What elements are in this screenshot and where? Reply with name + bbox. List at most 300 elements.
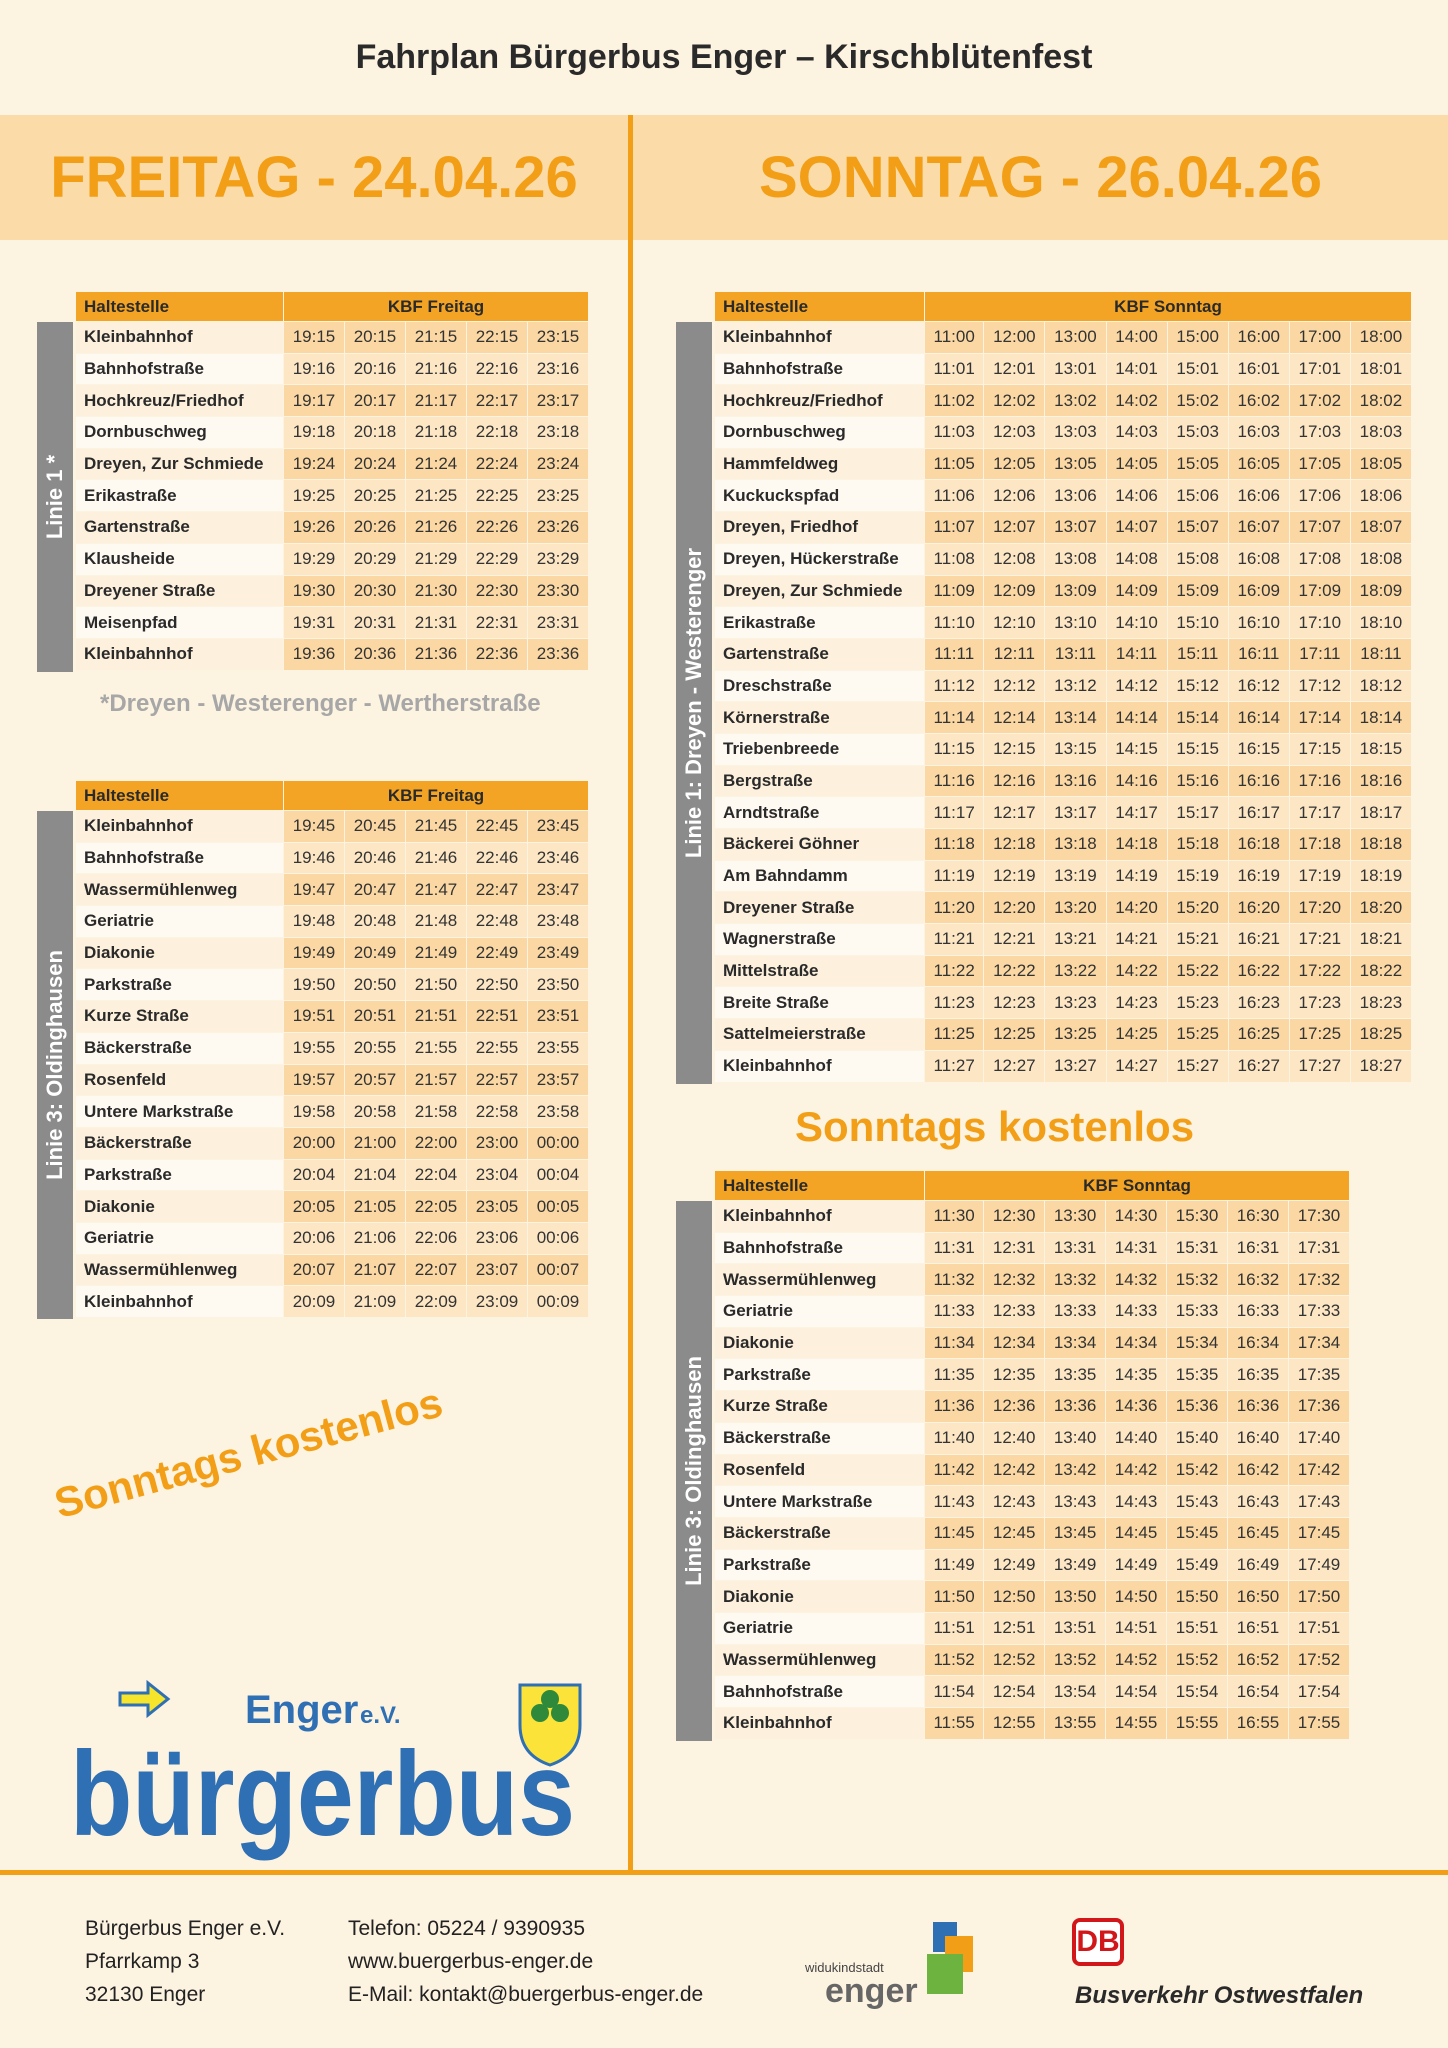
departure-time: 16:27 <box>1228 1050 1289 1082</box>
stop-name: Dreyen, Friedhof <box>715 512 925 544</box>
footer-contact <box>348 1912 703 2011</box>
departure-time: 18:25 <box>1350 1019 1411 1051</box>
table-row <box>76 811 589 843</box>
departure-time: 12:08 <box>984 543 1045 575</box>
stop-name: Dornbuschweg <box>76 417 284 449</box>
departure-time: 12:05 <box>984 448 1045 480</box>
departure-time: 19:50 <box>284 969 345 1001</box>
table-row <box>715 1391 1350 1423</box>
departure-time: 15:15 <box>1167 733 1228 765</box>
departure-time: 21:07 <box>345 1254 406 1286</box>
departure-time: 14:45 <box>1106 1517 1167 1549</box>
table-row <box>76 906 589 938</box>
departure-time: 17:49 <box>1288 1549 1349 1581</box>
departure-time: 00:05 <box>528 1191 589 1223</box>
stop-name: Gartenstraße <box>76 512 284 544</box>
departure-time: 14:06 <box>1106 480 1167 512</box>
departure-time: 13:11 <box>1045 638 1106 670</box>
departure-time: 11:54 <box>925 1676 984 1708</box>
departure-time: 16:00 <box>1228 322 1289 354</box>
header-haltestelle: Haltestelle <box>715 292 925 322</box>
departure-time: 14:16 <box>1106 765 1167 797</box>
departure-time: 17:16 <box>1289 765 1350 797</box>
departure-time: 13:51 <box>1045 1612 1106 1644</box>
stop-name: Geriatrie <box>76 1222 284 1254</box>
departure-time: 21:57 <box>406 1064 467 1096</box>
departure-time: 13:30 <box>1045 1201 1106 1233</box>
departure-time: 21:17 <box>406 385 467 417</box>
departure-time: 12:55 <box>984 1708 1045 1740</box>
departure-time: 23:49 <box>528 937 589 969</box>
departure-time: 12:51 <box>984 1612 1045 1644</box>
departure-time: 19:30 <box>284 575 345 607</box>
departure-time: 17:11 <box>1289 638 1350 670</box>
table-row <box>715 955 1412 987</box>
table-row <box>76 1254 589 1286</box>
table-row <box>76 322 589 354</box>
table-row <box>715 1486 1350 1518</box>
departure-time: 15:45 <box>1167 1517 1228 1549</box>
departure-time: 16:32 <box>1228 1264 1289 1296</box>
departure-time: 17:22 <box>1289 955 1350 987</box>
departure-time: 14:27 <box>1106 1050 1167 1082</box>
departure-time: 12:21 <box>984 924 1045 956</box>
departure-time: 12:15 <box>984 733 1045 765</box>
departure-time: 11:09 <box>925 575 984 607</box>
departure-time: 20:29 <box>345 543 406 575</box>
departure-time: 20:24 <box>345 448 406 480</box>
departure-time: 16:18 <box>1228 829 1289 861</box>
departure-time: 19:58 <box>284 1096 345 1128</box>
departure-time: 14:20 <box>1106 892 1167 924</box>
departure-time: 15:43 <box>1167 1486 1228 1518</box>
departure-time: 15:12 <box>1167 670 1228 702</box>
departure-time: 22:45 <box>467 811 528 843</box>
stop-name: Hammfeldweg <box>715 448 925 480</box>
logo-enger-text: Enger <box>245 1688 359 1732</box>
table-row <box>715 448 1412 480</box>
departure-time: 18:08 <box>1350 543 1411 575</box>
departure-time: 11:00 <box>925 322 984 354</box>
departure-time: 17:43 <box>1288 1486 1349 1518</box>
line-label-friday-3: Linie 3: Oldinghausen <box>37 811 73 1319</box>
departure-time: 18:03 <box>1350 417 1411 449</box>
departure-time: 13:33 <box>1045 1296 1106 1328</box>
table-row <box>715 1019 1412 1051</box>
departure-time: 15:36 <box>1167 1391 1228 1423</box>
departure-time: 11:35 <box>925 1359 984 1391</box>
table-row <box>76 874 589 906</box>
departure-time: 21:45 <box>406 811 467 843</box>
departure-time: 15:50 <box>1167 1581 1228 1613</box>
footer-web[interactable]: www.buergerbus-enger.de <box>348 1950 594 1973</box>
departure-time: 23:47 <box>528 874 589 906</box>
departure-time: 12:11 <box>984 638 1045 670</box>
departure-time: 15:32 <box>1167 1264 1228 1296</box>
table-row <box>76 512 589 544</box>
stop-name: Rosenfeld <box>76 1064 284 1096</box>
departure-time: 13:49 <box>1045 1549 1106 1581</box>
departure-time: 22:24 <box>467 448 528 480</box>
departure-time: 12:07 <box>984 512 1045 544</box>
departure-time: 00:04 <box>528 1159 589 1191</box>
table-row <box>76 385 589 417</box>
table-row <box>715 353 1412 385</box>
stop-name: Parkstraße <box>715 1549 925 1581</box>
table-row <box>76 1096 589 1128</box>
stop-name: Diakonie <box>76 937 284 969</box>
departure-time: 13:07 <box>1045 512 1106 544</box>
departure-time: 15:08 <box>1167 543 1228 575</box>
departure-time: 21:46 <box>406 842 467 874</box>
departure-time: 16:14 <box>1228 702 1289 734</box>
footer-street: Pfarrkamp 3 <box>85 1950 200 1973</box>
departure-time: 23:15 <box>528 322 589 354</box>
stop-name: Arndtstraße <box>715 797 925 829</box>
departure-time: 15:02 <box>1167 385 1228 417</box>
departure-time: 17:00 <box>1289 322 1350 354</box>
table-row <box>715 1581 1350 1613</box>
stop-name: Parkstraße <box>76 969 284 1001</box>
departure-time: 17:42 <box>1288 1454 1349 1486</box>
stop-name: Klausheide <box>76 543 284 575</box>
stop-name: Bäckerstraße <box>76 1032 284 1064</box>
stop-name: Parkstraße <box>715 1359 925 1391</box>
departure-time: 20:57 <box>345 1064 406 1096</box>
free-sunday-text: Sonntags kostenlos <box>795 1103 1195 1150</box>
footer-email[interactable]: E-Mail: kontakt@buergerbus-enger.de <box>348 1983 704 2006</box>
departure-time: 15:17 <box>1167 797 1228 829</box>
departure-time: 19:36 <box>284 638 345 670</box>
departure-time: 14:00 <box>1106 322 1167 354</box>
departure-time: 21:48 <box>406 906 467 938</box>
departure-time: 16:23 <box>1228 987 1289 1019</box>
table-row <box>76 969 589 1001</box>
departure-time: 17:21 <box>1289 924 1350 956</box>
departure-time: 11:17 <box>925 797 984 829</box>
departure-time: 19:45 <box>284 811 345 843</box>
departure-time: 11:36 <box>925 1391 984 1423</box>
departure-time: 16:16 <box>1228 765 1289 797</box>
departure-time: 17:02 <box>1289 385 1350 417</box>
footer-divider <box>0 1870 1448 1875</box>
departure-time: 11:31 <box>925 1232 984 1264</box>
departure-time: 13:36 <box>1045 1391 1106 1423</box>
departure-time: 14:33 <box>1106 1296 1167 1328</box>
departure-time: 17:06 <box>1289 480 1350 512</box>
departure-time: 11:55 <box>925 1708 984 1740</box>
departure-time: 14:18 <box>1106 829 1167 861</box>
departure-time: 13:18 <box>1045 829 1106 861</box>
departure-time: 16:17 <box>1228 797 1289 829</box>
departure-time: 20:18 <box>345 417 406 449</box>
table-row <box>715 512 1412 544</box>
departure-time: 15:42 <box>1167 1454 1228 1486</box>
departure-time: 16:19 <box>1228 860 1289 892</box>
departure-time: 16:11 <box>1228 638 1289 670</box>
departure-time: 23:24 <box>528 448 589 480</box>
departure-time: 16:52 <box>1228 1644 1289 1676</box>
header-kbf: KBF Freitag <box>284 292 589 322</box>
departure-time: 17:54 <box>1288 1676 1349 1708</box>
free-sunday-text-rotated: Sonntags kostenlos <box>49 1378 448 1528</box>
departure-time: 18:27 <box>1350 1050 1411 1082</box>
page-title: Fahrplan Bürgerbus Enger – Kirschblütenfest <box>355 38 1093 76</box>
table-row <box>715 1644 1350 1676</box>
departure-time: 13:16 <box>1045 765 1106 797</box>
day-heading-sunday: SONNTAG - 26.04.26 <box>758 145 1322 210</box>
stop-name: Dreyen, Hückerstraße <box>715 543 925 575</box>
departure-time: 12:45 <box>984 1517 1045 1549</box>
departure-time: 15:18 <box>1167 829 1228 861</box>
departure-time: 19:24 <box>284 448 345 480</box>
departure-time: 13:09 <box>1045 575 1106 607</box>
departure-time: 12:20 <box>984 892 1045 924</box>
footer-org: Bürgerbus Enger e.V. <box>85 1917 286 1940</box>
departure-time: 11:01 <box>925 353 984 385</box>
departure-time: 11:27 <box>925 1050 984 1082</box>
departure-time: 22:05 <box>406 1191 467 1223</box>
stop-name: Kleinbahnhof <box>76 1286 284 1318</box>
departure-time: 22:07 <box>406 1254 467 1286</box>
departure-time: 12:52 <box>984 1644 1045 1676</box>
departure-time: 23:46 <box>528 842 589 874</box>
departure-time: 20:04 <box>284 1159 345 1191</box>
timetable-friday-line1 <box>75 291 589 671</box>
departure-time: 16:08 <box>1228 543 1289 575</box>
departure-time: 11:50 <box>925 1581 984 1613</box>
table-row <box>715 1549 1350 1581</box>
departure-time: 11:45 <box>925 1517 984 1549</box>
departure-time: 18:07 <box>1350 512 1411 544</box>
departure-time: 14:30 <box>1106 1201 1167 1233</box>
stop-name: Kleinbahnhof <box>715 322 925 354</box>
departure-time: 13:19 <box>1045 860 1106 892</box>
departure-time: 17:25 <box>1289 1019 1350 1051</box>
departure-time: 21:29 <box>406 543 467 575</box>
departure-time: 13:22 <box>1045 955 1106 987</box>
stop-name: Gartenstraße <box>715 638 925 670</box>
departure-time: 17:34 <box>1288 1327 1349 1359</box>
departure-time: 16:40 <box>1228 1422 1289 1454</box>
departure-time: 16:05 <box>1228 448 1289 480</box>
departure-time: 11:06 <box>925 480 984 512</box>
stop-name: Bäckerstraße <box>76 1127 284 1159</box>
departure-time: 15:07 <box>1167 512 1228 544</box>
table-row <box>76 1032 589 1064</box>
table-header-row <box>715 292 1412 322</box>
departure-time: 12:31 <box>984 1232 1045 1264</box>
departure-time: 20:58 <box>345 1096 406 1128</box>
departure-time: 19:57 <box>284 1064 345 1096</box>
departure-time: 12:33 <box>984 1296 1045 1328</box>
departure-time: 15:11 <box>1167 638 1228 670</box>
departure-time: 23:29 <box>528 543 589 575</box>
departure-time: 20:15 <box>345 322 406 354</box>
departure-time: 15:21 <box>1167 924 1228 956</box>
departure-time: 20:31 <box>345 607 406 639</box>
stop-name: Kleinbahnhof <box>76 322 284 354</box>
departure-time: 20:36 <box>345 638 406 670</box>
stop-name: Kurze Straße <box>715 1391 925 1423</box>
table-row <box>76 353 589 385</box>
departure-time: 16:31 <box>1228 1232 1289 1264</box>
table-row <box>76 448 589 480</box>
stop-name: Geriatrie <box>715 1612 925 1644</box>
departure-time: 17:52 <box>1288 1644 1349 1676</box>
departure-time: 21:00 <box>345 1127 406 1159</box>
departure-time: 16:45 <box>1228 1517 1289 1549</box>
table-row <box>715 1201 1350 1233</box>
table-row <box>76 1286 589 1318</box>
table-row <box>715 702 1412 734</box>
departure-time: 18:19 <box>1350 860 1411 892</box>
departure-time: 11:43 <box>925 1486 984 1518</box>
departure-time: 19:31 <box>284 607 345 639</box>
departure-time: 20:30 <box>345 575 406 607</box>
footer-phone: Telefon: 05224 / 9390935 <box>348 1917 586 1940</box>
departure-time: 15:20 <box>1167 892 1228 924</box>
departure-time: 23:31 <box>528 607 589 639</box>
stop-name: Breite Straße <box>715 987 925 1019</box>
stop-name: Triebenbreede <box>715 733 925 765</box>
table-row <box>715 797 1412 829</box>
departure-time: 19:17 <box>284 385 345 417</box>
departure-time: 20:17 <box>345 385 406 417</box>
departure-time: 19:46 <box>284 842 345 874</box>
departure-time: 11:25 <box>925 1019 984 1051</box>
departure-time: 23:26 <box>528 512 589 544</box>
table-row <box>715 733 1412 765</box>
departure-time: 22:48 <box>467 906 528 938</box>
stop-name: Diakonie <box>76 1191 284 1223</box>
table-header-row <box>76 781 589 811</box>
departure-time: 21:05 <box>345 1191 406 1223</box>
table-header-row <box>715 1171 1350 1201</box>
departure-time: 13:55 <box>1045 1708 1106 1740</box>
header-haltestelle: Haltestelle <box>76 781 284 811</box>
departure-time: 14:11 <box>1106 638 1167 670</box>
departure-time: 14:07 <box>1106 512 1167 544</box>
departure-time: 14:25 <box>1106 1019 1167 1051</box>
table-row <box>715 987 1412 1019</box>
departure-time: 13:40 <box>1045 1422 1106 1454</box>
stop-name: Meisenpfad <box>76 607 284 639</box>
departure-time: 16:03 <box>1228 417 1289 449</box>
table-row <box>715 670 1412 702</box>
table-row <box>76 543 589 575</box>
departure-time: 12:17 <box>984 797 1045 829</box>
departure-time: 13:17 <box>1045 797 1106 829</box>
departure-time: 15:55 <box>1167 1708 1228 1740</box>
stop-name: Geriatrie <box>76 906 284 938</box>
departure-time: 22:17 <box>467 385 528 417</box>
departure-time: 22:58 <box>467 1096 528 1128</box>
departure-time: 21:18 <box>406 417 467 449</box>
table-row <box>715 385 1412 417</box>
departure-time: 17:36 <box>1288 1391 1349 1423</box>
stop-name: Wassermühlenweg <box>715 1264 925 1296</box>
departure-time: 14:02 <box>1106 385 1167 417</box>
departure-time: 18:11 <box>1350 638 1411 670</box>
departure-time: 13:12 <box>1045 670 1106 702</box>
table-row <box>715 765 1412 797</box>
departure-time: 19:47 <box>284 874 345 906</box>
departure-time: 11:16 <box>925 765 984 797</box>
departure-time: 12:23 <box>984 987 1045 1019</box>
departure-time: 23:58 <box>528 1096 589 1128</box>
departure-time: 15:19 <box>1167 860 1228 892</box>
departure-time: 12:36 <box>984 1391 1045 1423</box>
departure-time: 13:54 <box>1045 1676 1106 1708</box>
departure-time: 13:14 <box>1045 702 1106 734</box>
departure-time: 14:17 <box>1106 797 1167 829</box>
departure-time: 11:18 <box>925 829 984 861</box>
widukindstadt-text: widukindstadt <box>805 1960 884 1975</box>
departure-time: 18:14 <box>1350 702 1411 734</box>
departure-time: 23:16 <box>528 353 589 385</box>
departure-time: 13:03 <box>1045 417 1106 449</box>
stop-name: Bäckerei Göhner <box>715 829 925 861</box>
departure-time: 12:35 <box>984 1359 1045 1391</box>
departure-time: 14:51 <box>1106 1612 1167 1644</box>
departure-time: 17:32 <box>1288 1264 1349 1296</box>
departure-time: 21:04 <box>345 1159 406 1191</box>
departure-time: 14:12 <box>1106 670 1167 702</box>
stop-name: Dreyen, Zur Schmiede <box>76 448 284 480</box>
table-row <box>76 1001 589 1033</box>
departure-time: 00:09 <box>528 1286 589 1318</box>
departure-time: 22:00 <box>406 1127 467 1159</box>
departure-time: 15:06 <box>1167 480 1228 512</box>
departure-time: 11:49 <box>925 1549 984 1581</box>
departure-time: 13:50 <box>1045 1581 1106 1613</box>
stop-name: Bahnhofstraße <box>76 353 284 385</box>
departure-time: 16:35 <box>1228 1359 1289 1391</box>
departure-time: 17:35 <box>1288 1359 1349 1391</box>
departure-time: 11:15 <box>925 733 984 765</box>
departure-time: 11:08 <box>925 543 984 575</box>
table-row <box>76 417 589 449</box>
departure-time: 17:50 <box>1288 1581 1349 1613</box>
departure-time: 16:01 <box>1228 353 1289 385</box>
departure-time: 14:08 <box>1106 543 1167 575</box>
departure-time: 21:50 <box>406 969 467 1001</box>
departure-time: 13:20 <box>1045 892 1106 924</box>
departure-time: 18:09 <box>1350 575 1411 607</box>
stop-name: Dreyen, Zur Schmiede <box>715 575 925 607</box>
stop-name: Rosenfeld <box>715 1454 925 1486</box>
departure-time: 20:16 <box>345 353 406 385</box>
departure-time: 16:22 <box>1228 955 1289 987</box>
departure-time: 12:14 <box>984 702 1045 734</box>
stop-name: Kleinbahnhof <box>76 638 284 670</box>
table-row <box>715 322 1412 354</box>
departure-time: 23:30 <box>528 575 589 607</box>
departure-time: 23:50 <box>528 969 589 1001</box>
departure-time: 22:51 <box>467 1001 528 1033</box>
departure-time: 12:16 <box>984 765 1045 797</box>
departure-time: 21:09 <box>345 1286 406 1318</box>
departure-time: 16:30 <box>1228 1201 1289 1233</box>
departure-time: 23:51 <box>528 1001 589 1033</box>
departure-time: 22:26 <box>467 512 528 544</box>
departure-time: 21:58 <box>406 1096 467 1128</box>
db-logo-icon: DB <box>1072 1918 1124 1966</box>
departure-time: 00:00 <box>528 1127 589 1159</box>
departure-time: 14:52 <box>1106 1644 1167 1676</box>
departure-time: 20:49 <box>345 937 406 969</box>
